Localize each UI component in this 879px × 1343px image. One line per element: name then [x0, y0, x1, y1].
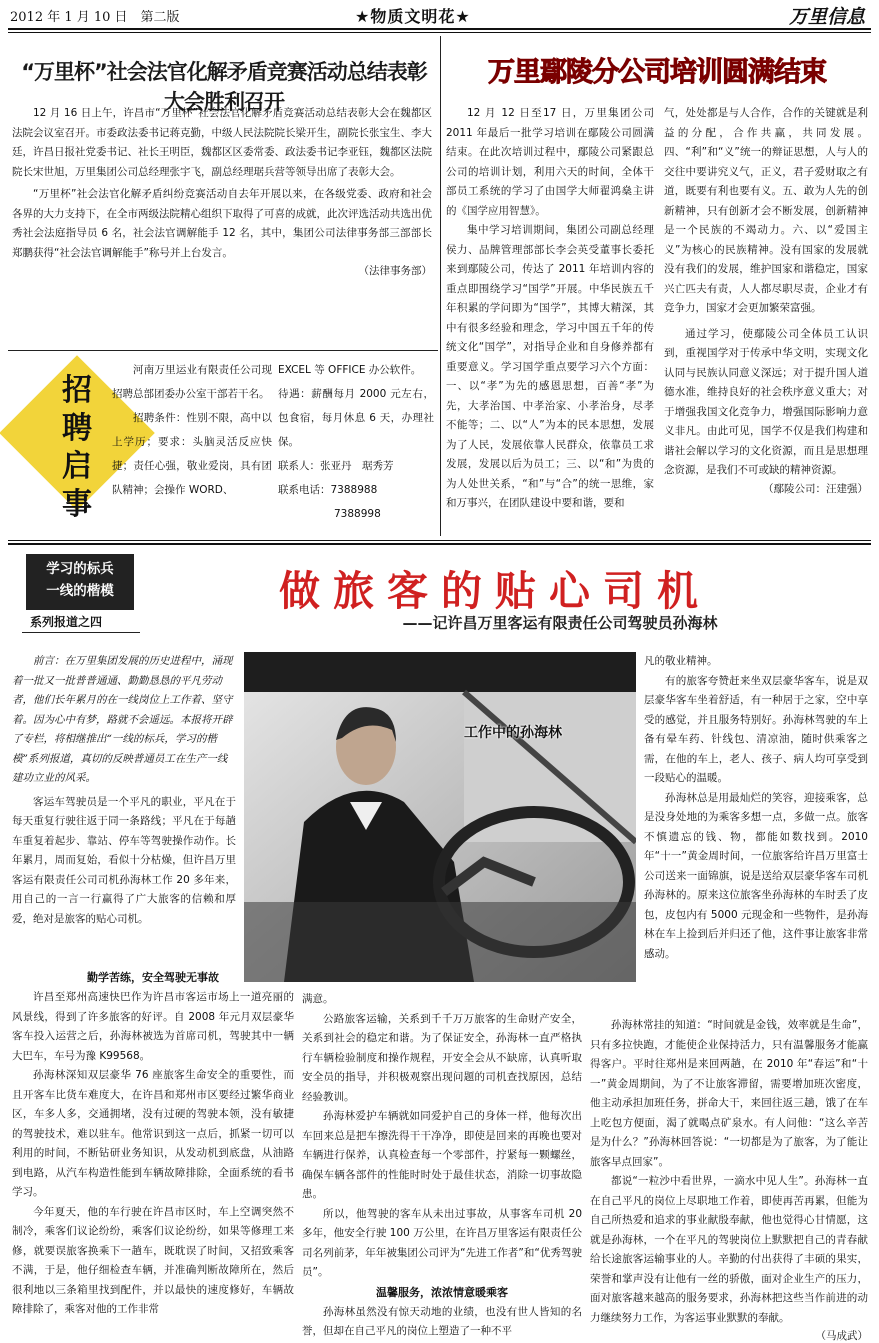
- recruit-text: 待遇：薪酬每月 2000 元左右，包食宿，每月休息 6 天，办理社保。: [278, 388, 434, 448]
- feature-rule: [8, 540, 871, 541]
- article2-paragraph: 气，处处都是与人合作，合作的关键就是利益的分配，合作共赢，共同发展。四、“利”和“义”统一的辩证思想，人与人的交往中要讲究义气，正义，君子爱财取之有道，既要有利也要有义。五、敢为人先的创新精神，只有创新才会不断发展，创新精神是一个民族的不竭动力。六、以“爱国主义”为核心的民族精神。没有国家的发展就没有我们的发展，维护国家和谐稳定，国家兴亡匹夫有责，人人都尽职尽责，企业才有竞争力，国家才会更加繁荣富强。: [664, 107, 868, 314]
- article2-col2: [664, 104, 868, 496]
- series-tag-line: 学习的标兵: [46, 561, 114, 577]
- section-title: ★物质文明花★: [355, 7, 471, 26]
- section-divider: [8, 350, 438, 351]
- feature-paragraph: 所以，他驾驶的客车从未出过事故，从事客车司机 20 多年，他安全行驶 100 万公里，在许昌万里客运有限责任公司名列前茅，年年被集团公司评为“先进工作者”和“优秀驾驶员”。: [302, 1207, 582, 1278]
- article1-signature: （法律事务部）: [358, 265, 432, 277]
- feature-paragraph: 凡的敬业精神。: [644, 655, 718, 667]
- article1-paragraph: “万里杯”社会法官化解矛盾纠纷竞赛活动自去年开展以来，在各级党委、政府和社会各界的大力支持下，在全市两级法院精心组织下取得了可喜的成就，此次评选活动共选出优秀社会法庭指导员 6 名，社会法官调解能手 12 名，其中，集团公司法律事务部三部部长郑鹏获得“社会法官调解能手”称号并上台发言。: [12, 188, 432, 259]
- recruit-text: 河南万里运业有限责任公司现招聘总部团委办公室干部若干名。: [112, 364, 272, 400]
- feature-paragraph: 公路旅客运输，关系到千千万万旅客的生命财产安全，关系到社会的稳定和谐。为了保证安全，孙海林一直严格执行车辆检验制度和操作规程，开安全会从不缺席，认真听取安全员的指导，并积极观察出现问题的司机查找原因，总结经验教训。: [302, 1012, 582, 1103]
- recruit-badge: [44, 372, 110, 524]
- article2-paragraph: 12 月 12 日至17 日，万里集团公司 2011 年最后一批学习培训在鄢陵公司圆满结束。在此次培训过程中，鄢陵公司紧跟总公司的培训计划，利用六天的时间，全体干部员工系统的学习了由国学大师翟鸿燊主讲的《国学应用智慧》。: [446, 107, 654, 217]
- recruit-phone: 7388998: [334, 508, 381, 520]
- recruit-phone: 联系电话：7388988: [278, 484, 378, 496]
- feature-subtitle: ——记许昌万里客运有限责任公司驾驶员孙海林: [402, 614, 718, 632]
- series-tag: [26, 554, 134, 610]
- issue-date: 2012 年 1 月 10 日 第二版: [10, 10, 180, 25]
- feature-col-c: [590, 1016, 868, 1343]
- series-tag-line: 一线的楷模: [46, 583, 114, 599]
- series-label: 系列报道之四: [30, 615, 103, 629]
- feature-paragraph: 孙海林总是用最灿烂的笑容，迎接乘客，总是没身处地的为乘客多想一点，多做一点。旅客不慎遗忘的钱、物，都能如数找到。2010 年“十一”黄金周时间，一位旅客给许昌万里富士公司送来一面锦旗，说是送给双层豪华客车司机孙海林的。原来这位旅客坐孙海林的车时丢了皮包，皮包内有 5000 元现金和一些物件，是孙海林在车上捡到后并归还了他，这件事让旅客非常感动。: [644, 791, 868, 960]
- feature-paragraph: 满意。: [302, 993, 334, 1005]
- recruit-text: EXCEL 等 OFFICE 办公软件。: [278, 364, 422, 376]
- recruit-badge-char: 招: [62, 373, 92, 408]
- article2-signature: （鄢陵公司：汪建强）: [763, 482, 868, 495]
- feature-paragraph: 孙海林爱护车辆就如同爱护自己的身体一样，他每次出车回来总是把车擦洗得干干净净，即使是回来的再晚也要对车辆进行保养，认真检查每一个零部件，拧紧每一颗螺丝，确保车辆各部件的性能时时处于最佳状态，消除一切事故隐患。: [302, 1110, 582, 1200]
- recruit-text: 招聘条件：性别不限，高中以上学历；要求：头脑灵活反应快捷；责任心强，敬业爱岗，具有团队精神；会操作 WORD、: [112, 412, 272, 496]
- feature-paragraph: 都说“一粒沙中看世界，一滴水中见人生”。孙海林一直在自己平凡的岗位上尽职地工作着，即使再苦再累，但能为自己所热爱和追求的事业献殷奉献，他也觉得心甘情愿，这就是孙海林，一个在平凡的驾驶岗位上默默把自己的青春献给长途旅客运输事业的人。辛勤的付出获得了丰硕的果实，荣誉和掌声没有让他有一丝的骄傲，面对企业生产的压力，面对旅客越来越高的服务要求，孙海林把这些当作前进的动力继续努力工作，为客运事业默默的奉献。: [590, 1175, 868, 1324]
- feature-rule-thick: [8, 543, 871, 545]
- recruit-badge-char: 事: [62, 487, 92, 522]
- masthead-rule-thin: [8, 32, 871, 33]
- driver-photo: [244, 652, 636, 982]
- feature-paragraph: 许昌至郑州高速快巴作为许昌市客运市场上一道亮丽的风景线，得到了许多旅客的好评。自 2008 年元月双层豪华客车投入运营之后，孙海林被选为首席司机，驾驶其中一辆大巴车，车号为豫 K99568。: [12, 991, 294, 1062]
- feature-paragraph: 今年夏天，他的车行驶在许昌市区时，车上空调突然不制冷，乘客们议论纷纷，乘客们议论纷纷，如果等修理工来修，就要误旅客换乘下一趟车，既耽误了时间，又招致乘客不满，于是，他仔细检查车辆，并准确判断故障所在，然后很利地以三条箱里找到配件，并以最快的速度修好，车辆故障排除了，乘客对他的工作非常: [12, 1205, 294, 1315]
- feature-left-col: [12, 652, 236, 929]
- article1-headline: “万里杯”社会法官化解矛盾竞赛活动总结表彰大会胜利召开: [21, 60, 427, 114]
- feature-paragraph: 孙海林常挂的知道：“时间就是金钱，效率就是生命”，只有多拉快跑，才能使企业保持活力，只有温馨服务才能赢得客户。平时往郑州是来回两趟，在 2010 年“春运”和“十一”黄金周期间，为了不让旅客滞留，需要增加班次密度，他主动承担加班任务，拼命大干，来回往返三趟，饿了在车上吃包方便面，渴了就喝点矿泉水。有人问他：“这么辛苦是为什么？”孙海林回答说：“一切都是为了旅客，为了能让旅客早点回家”。: [590, 1019, 868, 1168]
- article2-paragraph: 集中学习培训期间，集团公司副总经理侯力、品牌管理部部长李会英受董事长委托来到鄢陵公司，传达了 2011 年培训内容的重点即围绕学习“国学”开展。中华民族五千年积累的学问即为“国学”，其博大精深，其中有很多经验和理念，学习中国五千年的传统文化“国学”，对指导企业和自身修养都有重要意义。学习国学重点要学习六个方面：一、以“孝”为先的感恩思想，百善“孝”为先，大孝治国、中孝治家、小孝治身，尽孝不能等；二、以“人”为本的民本思想，发展为了人民，发展依靠人民群众，依靠员工求发展，发展以后为员工；三、以“和”为贵的为人处世关系，“和”与“合”的统一思维，家和万事兴，在团队建设中要和谐，要和: [446, 224, 654, 509]
- series-underline: [22, 632, 140, 633]
- feature-paragraph: 有的旅客夸赞赶来坐双层豪华客车，说是双层豪华客车坐着舒适，有一种居于之家，空中享受的感觉，并且服务特别好。孙海林驾驶的车上备有晕车药、针线包、清凉油，随时供乘客之需，在他的车上，老人、孩子、病人均可享受到一段贴心的温暖。: [644, 674, 868, 784]
- article1-paragraph: 12 月 16 日上午，许昌市“万里杯”社会法官化解矛盾竞赛活动总结表彰大会在魏都区法院会议室召开。市委政法委书记蒋克勤，中级人民法院院长梁开生，副院长张宝生、李大廷，许昌日报社党委书记、社长王明臣，魏都区区委常委、政法委书记李亚钰，魏都区法院院长宋世旭，万里集团公司总经理张宇飞，副总经理琚兵营等领导出席了表彰大会。: [12, 107, 432, 178]
- feature-preface: 前言：在万里集团发展的历史进程中，涌现着一批又一批普普通通、勤勤恳恳的平凡劳动者，他们长年累月的在一线岗位上工作着、坚守着。因为心中有梦，路就不会遥远。本报将开辟了专栏，将相继推出“一线的标兵，学习的楷模”系列报道，真切的反映普通员工在生产一线建功立业的风采。: [12, 655, 233, 784]
- feature-signature: （马成武）: [815, 1330, 868, 1342]
- recruit-col1: [112, 358, 272, 502]
- feature-col-b: [302, 990, 582, 1342]
- feature-paragraph: 孙海林虽然没有惊天动地的业绩，也没有世人皆知的名誉，但却在自己平凡的岗位上塑造了一种不平: [302, 1305, 582, 1337]
- newspaper-brand: 万里信息: [788, 6, 865, 28]
- article2-col1: [446, 104, 654, 514]
- feature-col-a: [12, 968, 294, 1320]
- feature-right-col: [644, 652, 868, 964]
- feature-paragraph: 孙海林深知双层豪华 76 座旅客生命安全的重要性，而且开客车比货车难度大，在许昌和郑州市区要经过繁华商业区，车多人多，交通拥堵，没有过硬的驾驶本领，没有敏捷的驾驶技术，难以驻车。他常识到这一点后，抓紧一切可以利用的时间，不断钻研业务知识，从发动机到底盘，从油路到电路，从汽车构造性能到车辆故障排除，全面系统的看书学习。: [12, 1069, 294, 1198]
- photo-caption: 工作中的孙海林: [464, 725, 562, 741]
- article2-paragraph: 通过学习，使鄢陵公司全体员工认识到，重视国学对于传承中华文明，实现文化认同与民族认同意义深远；对于提升国人道德水准，维持良好的社会秩序意义重大；对于增强我国文化竞争力，增强国际影响力意义非凡。由此可见，国学不仅是我们构建和谐社会解以学习的文化资源，而且是思想理念资源，是我们不可或缺的精神资源。: [664, 327, 868, 476]
- recruit-contact: 联系人：张亚丹 琚秀芳: [278, 460, 394, 472]
- article1-body: [12, 104, 432, 278]
- column-divider: [440, 36, 441, 536]
- feature-subhead: 勤学苦练，安全驾驶无事故: [87, 971, 219, 984]
- article2-headline: 万里鄢陵分公司培训圆满结束: [488, 57, 826, 88]
- masthead-rule: [8, 28, 871, 30]
- recruit-badge-char: 启: [62, 449, 92, 484]
- recruit-col2: [278, 358, 434, 526]
- recruit-badge-char: 聘: [62, 411, 92, 446]
- feature-title: 做旅客的贴心司机: [279, 567, 711, 615]
- feature-subhead: 温馨服务，浓浓情意暖乘客: [376, 1285, 508, 1299]
- feature-paragraph: 客运车驾驶员是一个平凡的职业，平凡在于每天重复行驶往返于同一条路线；平凡在于每趟车重复着起步、靠站、停车等驾驶操作动作。长年累月，周而复始，看似十分枯燥，但许昌万里客运有限责任公司司机孙海林工作 20 多年来，用自己的一言一行赢得了广大旅客的信赖和厚爱，绝对是旅客的贴心司机。: [12, 795, 236, 925]
